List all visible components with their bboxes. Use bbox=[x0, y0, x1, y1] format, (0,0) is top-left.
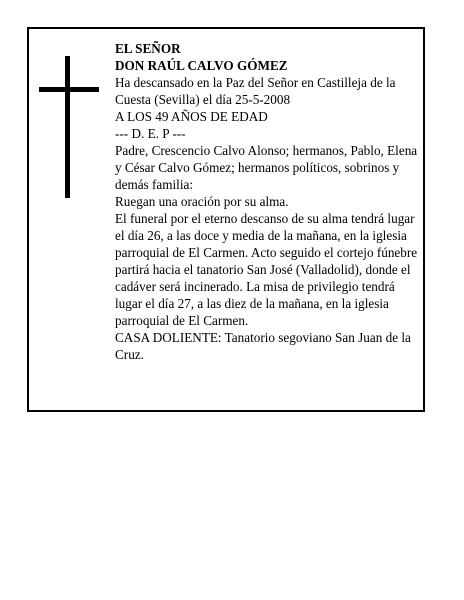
cross-horizontal-bar bbox=[39, 87, 99, 92]
obituary-notice bbox=[27, 27, 425, 412]
funeral-text: El funeral por el eterno descanso de su alma tendrá lugar el día 26, a las doce y media de la mañana, en la iglesia parroquial de El Carmen. Acto seguido el cortejo fúnebre partirá hacia el tanatorio San José (Valladolid), donde el cadáver será incinerado. La misa de privilegio tendrá lugar el día 27, a las diez de la mañana, en la iglesia parroquial de El Carmen. bbox=[115, 211, 418, 328]
family-text: Padre, Crescencio Calvo Alonso; hermanos, Pablo, Elena y César Calvo Gómez; hermanos políticos, sobrinos y demás familia: bbox=[115, 143, 418, 192]
honorific: EL SEÑOR bbox=[115, 41, 181, 56]
prayer-text: Ruegan una oración por su alma. bbox=[115, 194, 289, 209]
cross-icon bbox=[39, 56, 99, 198]
rip-text: --- D. E. P --- bbox=[115, 126, 186, 141]
death-info: Ha descansado en la Paz del Señor en Castilleja de la Cuesta (Sevilla) el día 25-5-2008 bbox=[115, 75, 396, 107]
deceased-name: DON RAÚL CALVO GÓMEZ bbox=[115, 58, 288, 73]
house-text: CASA DOLIENTE: Tanatorio segoviano San Juan de la Cruz. bbox=[115, 330, 411, 362]
notice-text bbox=[115, 40, 421, 363]
age-text: A LOS 49 AÑOS DE EDAD bbox=[115, 109, 268, 124]
cross-vertical-bar bbox=[65, 56, 70, 198]
